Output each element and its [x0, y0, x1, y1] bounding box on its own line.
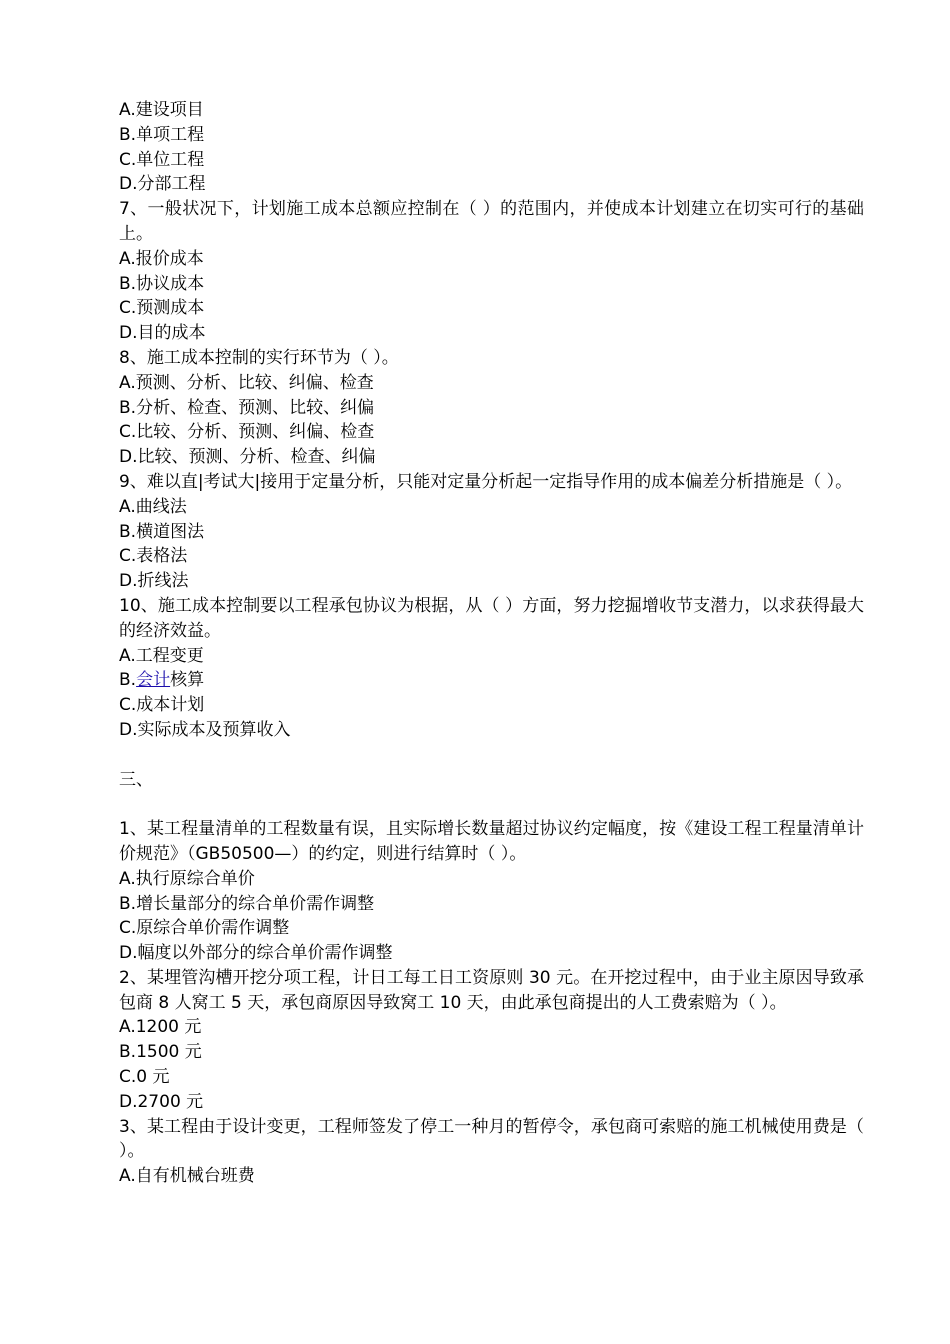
s3-q2-option-d: D.2700 元 [119, 1091, 204, 1112]
q10-option-b [119, 668, 864, 693]
s3-q1-option-d: D.幅度以外部分的综合单价需作调整 [119, 943, 393, 964]
s3-q2-stem: 2、某埋管沟槽开挖分项工程，计日工每工日工资原则 30 元。在开挖过程中，由于业主原因导致承包商 8 人窝工 5 天，承包商原因导致窝工 10 天，由此承包商提出的人工费索赔为（ ）。 [119, 967, 864, 1013]
spacer [119, 743, 864, 768]
q9-option-a: A.曲线法 [119, 496, 187, 517]
q10-option-d: D.实际成本及预算收入 [119, 719, 291, 740]
q10-option-c: C.成本计划 [119, 695, 205, 716]
s3-q2-option-b: B.1500 元 [119, 1042, 202, 1063]
q8-option-d: D.比较、预测、分析、检查、纠偏 [119, 447, 376, 468]
q10-stem: 10、施工成本控制要以工程承包协议为根据，从（ ）方面，努力挖掘增收节支潜力，以求获得最大的经济效益。 [119, 595, 864, 641]
accounting-link[interactable]: 会计 [136, 670, 171, 691]
q8-stem: 8、施工成本控制的实行环节为（ ）。 [119, 347, 399, 368]
q7-option-c: C.预测成本 [119, 298, 205, 319]
q10-option-b-suffix: 核算 [170, 670, 205, 691]
q9-option-c: C.表格法 [119, 546, 188, 567]
s3-q2-option-a: A.1200 元 [119, 1017, 202, 1038]
q7-option-d: D.目的成本 [119, 323, 206, 344]
q7-option-a: A.报价成本 [119, 248, 204, 269]
q9-option-b: B.横道图法 [119, 521, 205, 542]
s3-q1-option-a: A.执行原综合单价 [119, 868, 255, 889]
q6-option-b: B.单项工程 [119, 124, 205, 145]
document-page [119, 98, 864, 1189]
q9-stem: 9、难以直|考试大|接用于定量分析，只能对定量分析起一定指导作用的成本偏差分析措施是（ ）。 [119, 471, 853, 492]
q9-option-d: D.折线法 [119, 571, 189, 592]
q8-option-c: C.比较、分析、预测、纠偏、检查 [119, 422, 375, 443]
s3-q3-option-a: A.自有机械台班费 [119, 1166, 255, 1187]
section-three-heading: 三、 [119, 769, 153, 790]
s3-q1-option-b: B.增长量部分的综合单价需作调整 [119, 893, 375, 914]
q8-option-a: A.预测、分析、比较、纠偏、检查 [119, 372, 374, 393]
q10-option-a: A.工程变更 [119, 645, 204, 666]
q7-option-b: B.协议成本 [119, 273, 205, 294]
q6-option-c: C.单位工程 [119, 149, 205, 170]
q7-stem: 7、一般状况下，计划施工成本总额应控制在（ ）的范围内，并使成本计划建立在切实可行的基础上。 [119, 199, 864, 244]
q8-option-b: B.分析、检查、预测、比较、纠偏 [119, 397, 375, 418]
s3-q3-stem: 3、某工程由于设计变更，工程师签发了停工一种月的暂停令，承包商可索赔的施工机械使用费是（ ）。 [119, 1116, 864, 1162]
spacer [119, 792, 864, 817]
s3-q1-stem: 1、某工程量清单的工程数量有误，且实际增长数量超过协议约定幅度，按《建设工程工程量清单计价规范》（GB50500—）的约定，则进行结算时（ ）。 [119, 819, 864, 864]
q6-option-d: D.分部工程 [119, 174, 206, 195]
s3-q2-option-c: C.0 元 [119, 1067, 170, 1088]
s3-q1-option-c: C.原综合单价需作调整 [119, 918, 290, 939]
q6-option-a: A.建设项目 [119, 100, 204, 120]
q10-option-b-prefix: B. [119, 670, 137, 691]
